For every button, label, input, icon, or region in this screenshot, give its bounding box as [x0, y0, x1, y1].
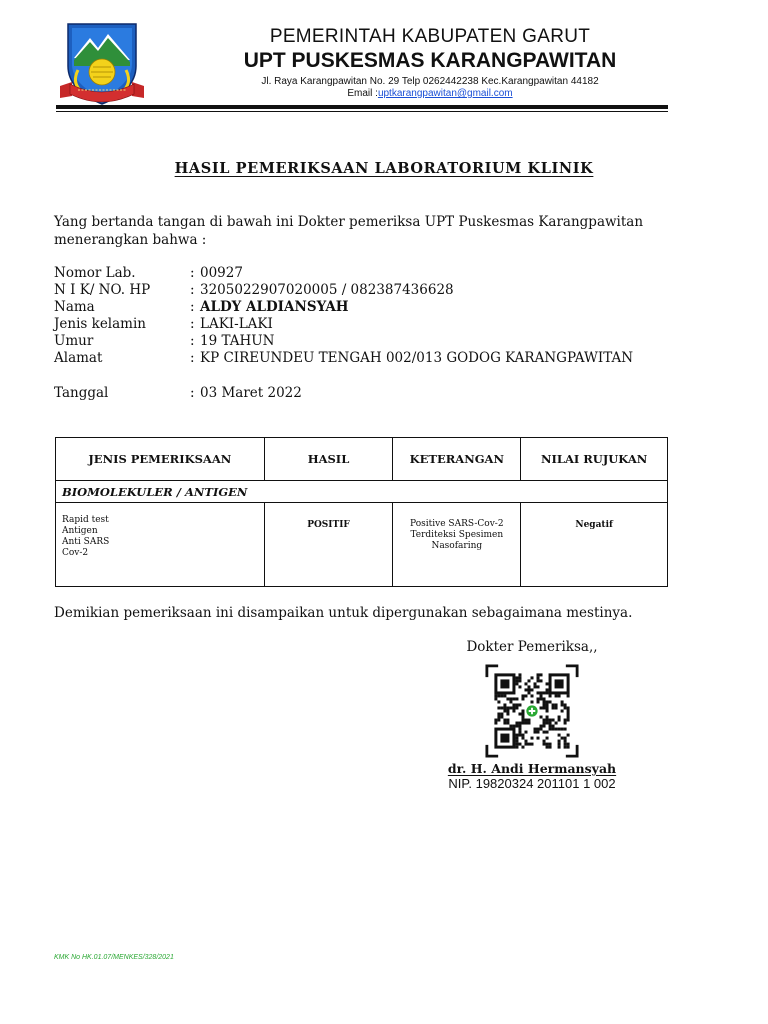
organization-name: UPT PUSKESMAS KARANGPAWITAN [243, 49, 617, 72]
document-title [0, 160, 768, 177]
intro-paragraph: Yang bertanda tangan di bawah ini Dokter pemeriksa UPT Puskesmas Karangpawitan menerangkan bahwa : [54, 214, 644, 248]
field-label: Nama [54, 299, 95, 315]
column-header-test: JENIS PEMERIKSAAN [56, 438, 265, 481]
results-table [55, 437, 668, 587]
field-value-address: KP CIREUNDEU TENGAH 002/013 GODOG KARANGPAWITAN [200, 350, 634, 366]
field-value-nik-phone: 3205022907020005 / 082387436628 [200, 282, 454, 298]
column-header-note: KETERANGAN [393, 438, 521, 481]
field-value-name: ALDY ALDIANSYAH [200, 299, 349, 315]
test-name-line: Antigen [62, 526, 98, 536]
letterhead-rule-thick [56, 105, 668, 109]
letterhead-rule-thin [56, 111, 668, 112]
field-colon: : [190, 333, 195, 349]
note-line: Positive SARS-Cov-2 [410, 519, 504, 529]
field-colon: : [190, 316, 195, 332]
organization-address: Jl. Raya Karangpawitan No. 29 Telp 0262442238 Kec.Karangpawitan 44182 [261, 76, 599, 87]
field-value-age: 19 TAHUN [200, 333, 275, 349]
field-label: Umur [54, 333, 94, 349]
test-name-line: Cov-2 [62, 548, 89, 558]
email-label: Email : [347, 88, 378, 99]
field-row-gender [54, 316, 633, 333]
letterhead [0, 0, 768, 115]
document-title-text: HASIL PEMERIKSAAN LABORATORIUM KLINIK [174, 160, 594, 177]
field-label: Alamat [54, 350, 103, 366]
field-colon: : [190, 265, 195, 281]
field-label: N I K/ NO. HP [54, 282, 151, 298]
test-name-line: Anti SARS [62, 537, 110, 547]
field-label: Nomor Lab. [54, 265, 136, 281]
signature-block [412, 638, 652, 792]
results-category-row [56, 481, 668, 503]
email-link[interactable]: uptkarangpawitan@gmail.com [377, 88, 513, 99]
field-label: Jenis kelamin [54, 316, 146, 332]
note-line: Terditeksi Spesimen [410, 530, 504, 540]
cell-test-name [56, 503, 265, 587]
qr-code-icon [484, 664, 580, 758]
field-row-age [54, 333, 633, 350]
results-header-row [56, 438, 668, 481]
field-row-name [54, 299, 633, 316]
field-colon: : [190, 385, 195, 401]
field-row-nik-phone [54, 282, 633, 299]
field-row-lab-number [54, 265, 633, 282]
signer-name: dr. H. Andi Hermansyah [447, 761, 617, 776]
column-header-reference: NILAI RUJUKAN [521, 438, 668, 481]
regulation-reference: KMK No HK.01.07/MENKES/328/2021 [54, 954, 174, 961]
field-colon: : [190, 299, 195, 315]
field-value-gender: LAKI-LAKI [200, 316, 273, 332]
cell-note [393, 503, 521, 587]
date-row [54, 385, 302, 402]
field-value-lab-number: 00927 [200, 265, 243, 281]
signer-nip: NIP. 19820324 201101 1 002 [448, 776, 616, 791]
results-category: BIOMOLEKULER / ANTIGEN [56, 481, 668, 503]
signer-role: Dokter Pemeriksa,, [466, 639, 598, 655]
government-name: PEMERINTAH KABUPATEN GARUT [269, 26, 591, 47]
test-name-line: Rapid test [62, 515, 109, 525]
cell-reference: Negatif [521, 503, 668, 587]
field-colon: : [190, 282, 195, 298]
closing-statement: Demikian pemeriksaan ini disampaikan untuk dipergunakan sebagaimana mestinya. [54, 605, 633, 621]
date-label: Tanggal [54, 385, 109, 401]
field-row-address [54, 350, 633, 367]
organization-email-line [170, 88, 690, 100]
letterhead-text [170, 26, 690, 100]
garut-regency-emblem-icon [58, 20, 146, 106]
note-line: Nasofaring [431, 541, 483, 551]
column-header-result: HASIL [264, 438, 393, 481]
date-value: 03 Maret 2022 [200, 385, 302, 401]
patient-fields [54, 265, 633, 367]
field-colon: : [190, 350, 195, 366]
table-row [56, 503, 668, 587]
cell-result: POSITIF [264, 503, 393, 587]
